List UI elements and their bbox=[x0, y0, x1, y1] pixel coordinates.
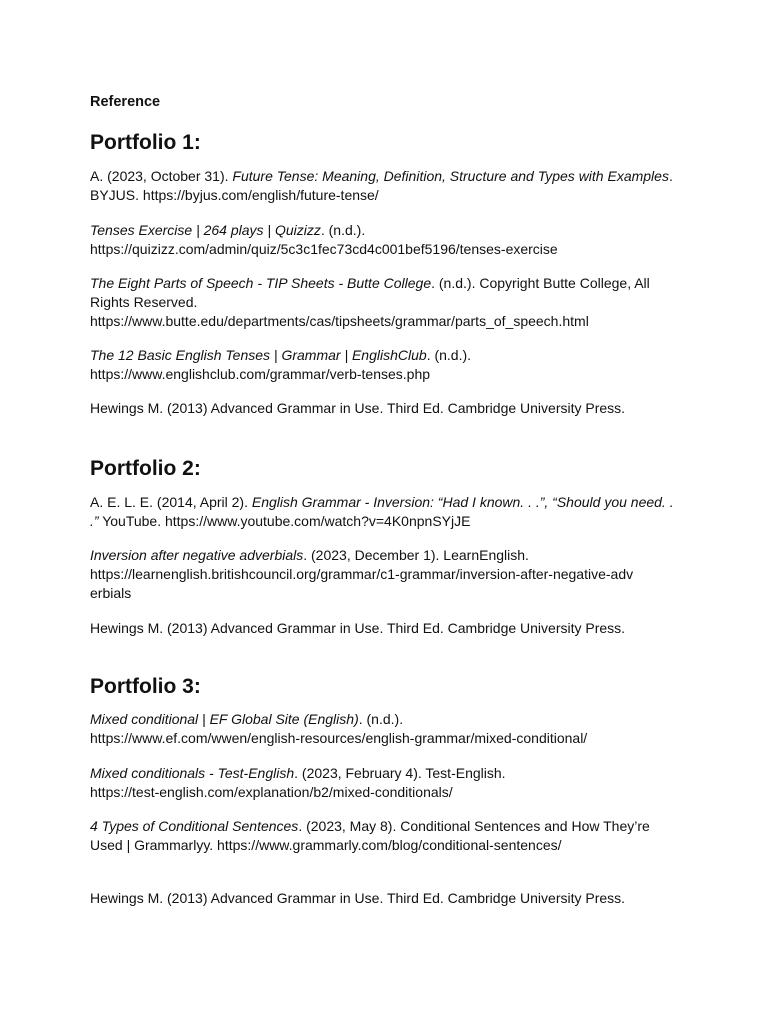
page-title: Reference bbox=[90, 94, 161, 110]
reference-entry: Mixed conditionals - Test-English. (2023, February 4). Test-English. https://test-english.com/explanation/b2/mixed-conditionals/ bbox=[90, 765, 506, 800]
reference-entry: Hewings M. (2013) Advanced Grammar in Use. Third Ed. Cambridge University Press. bbox=[90, 620, 626, 636]
reference-entry: The 12 Basic English Tenses | Grammar | EnglishClub. (n.d.). https://www.englishclub.com/grammar/verb-tenses.php bbox=[90, 347, 472, 382]
reference-entry: Mixed conditional | EF Global Site (English). (n.d.). https://www.ef.com/wwen/english-resources/english-grammar/mixed-conditional/ bbox=[90, 711, 588, 746]
section-heading-portfolio-3: Portfolio 3: bbox=[90, 675, 201, 698]
reference-entry: Hewings M. (2013) Advanced Grammar in Use. Third Ed. Cambridge University Press. bbox=[90, 890, 626, 906]
reference-entry: Hewings M. (2013) Advanced Grammar in Use. Third Ed. Cambridge University Press. bbox=[90, 400, 626, 416]
reference-entry: A. E. L. E. (2014, April 2). English Grammar - Inversion: “Had I known. . .”, “Should you need. . .” YouTube. https://www.youtube.com/watch?v=4K0npnSYjJE bbox=[90, 494, 674, 529]
reference-entry: A. (2023, October 31). Future Tense: Meaning, Definition, Structure and Types with Examples. BYJUS. https://byjus.com/english/future-tense/ bbox=[90, 168, 673, 203]
reference-entry: Tenses Exercise | 264 plays | Quizizz. (n.d.). https://quizizz.com/admin/quiz/5c3c1fec73cd4c001bef5196/tenses-exercise bbox=[90, 222, 558, 257]
section-heading-portfolio-1: Portfolio 1: bbox=[90, 131, 201, 154]
reference-entry: 4 Types of Conditional Sentences. (2023, May 8). Conditional Sentences and How They’re Used | Grammarlyy. https://www.grammarly.com/blog/conditional-sentences/ bbox=[90, 818, 650, 853]
reference-entry: The Eight Parts of Speech - TIP Sheets - Butte College. (n.d.). Copyright Butte College, All Rights Reserved. https://www.butte.edu/departments/cas/tipsheets/grammar/parts_of_speech.html bbox=[90, 275, 650, 329]
section-heading-portfolio-2: Portfolio 2: bbox=[90, 457, 201, 480]
reference-entry: Inversion after negative adverbials. (2023, December 1). LearnEnglish. https://learnenglish.britishcouncil.org/grammar/c1-grammar/inversion-after-negative-adv erbials bbox=[90, 547, 634, 601]
